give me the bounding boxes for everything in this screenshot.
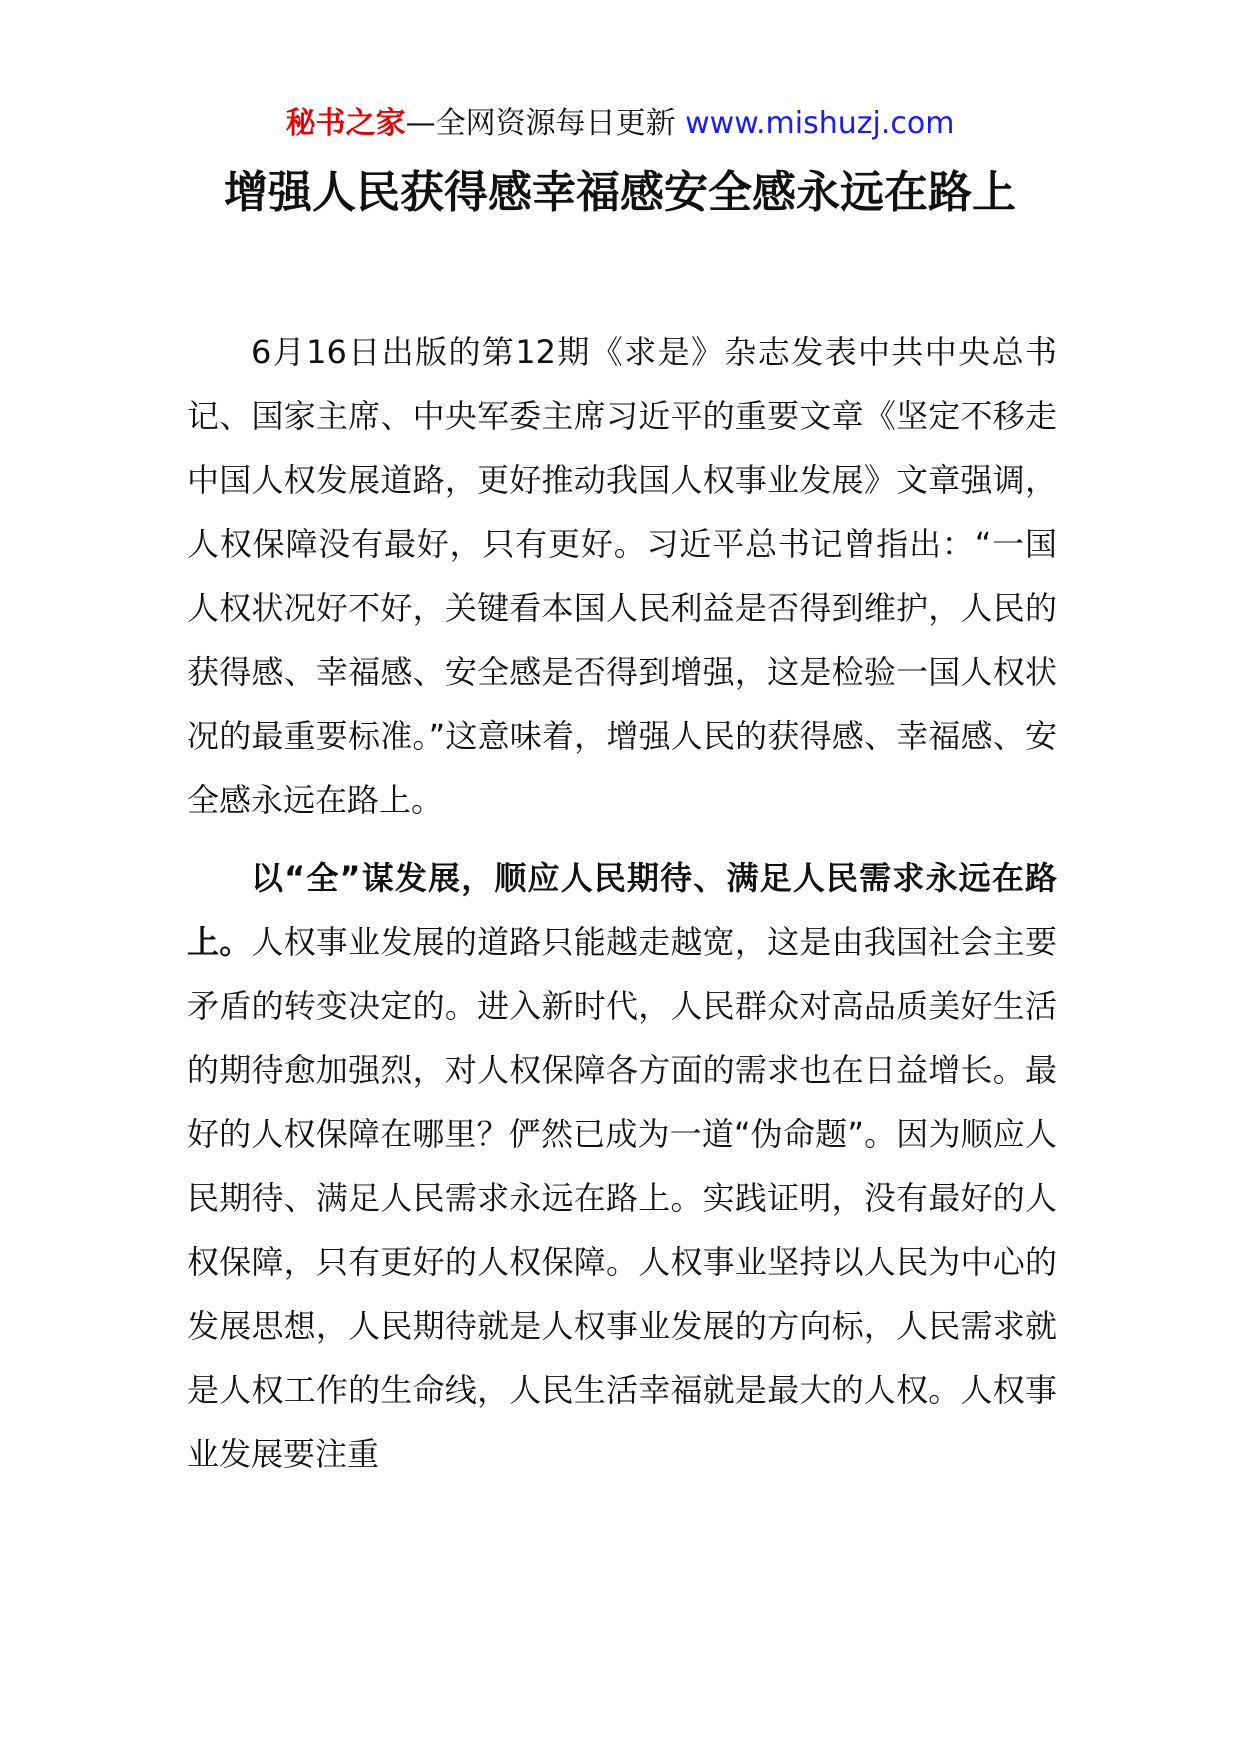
paragraph: [187, 320, 1057, 832]
paragraph-lead-heading: 以“全”谋发展，顺应人民期待、满足人民需求永远在路上。: [187, 859, 1057, 961]
document-title: 增强人民获得感幸福感安全感永远在路上: [224, 167, 1016, 218]
paragraph: [187, 846, 1057, 1486]
site-url-link[interactable]: www.mishuzj.com: [685, 106, 955, 141]
site-slogan: —全网资源每日更新: [405, 106, 686, 141]
site-brand: 秘书之家: [285, 106, 406, 141]
site-header: [0, 100, 1240, 148]
paragraph-text: 人权事业发展的道路只能越走越宽，这是由我国社会主要矛盾的转变决定的。进入新时代，人民群众对高品质美好生活的期待愈加强烈，对人权保障各方面的需求也在日益增长。最好的人权保障在哪里？俨然已成为一道“伪命题”。因为顺应人民期待、满足人民需求永远在路上。实践证明，没有最好的人权保障，只有更好的人权保障。人权事业坚持以人民为中心的发展思想，人民期待就是人权事业发展的方向标，人民需求就是人权工作的生命线，人民生活幸福就是最大的人权。人权事业发展要注重: [187, 923, 1057, 1473]
document-body: [187, 320, 1057, 1486]
paragraph-text: 6月16日出版的第12期《求是》杂志发表中共中央总书记、国家主席、中央军委主席习近平的重要文章《坚定不移走中国人权发展道路，更好推动我国人权事业发展》文章强调，人权保障没有最好，只有更好。习近平总书记曾指出：“一国人权状况好不好，关键看本国人民利益是否得到维护，人民的获得感、幸福感、安全感是否得到增强，这是检验一国人权状况的最重要标准。”这意味着，增强人民的获得感、幸福感、安全感永远在路上。: [187, 333, 1057, 819]
